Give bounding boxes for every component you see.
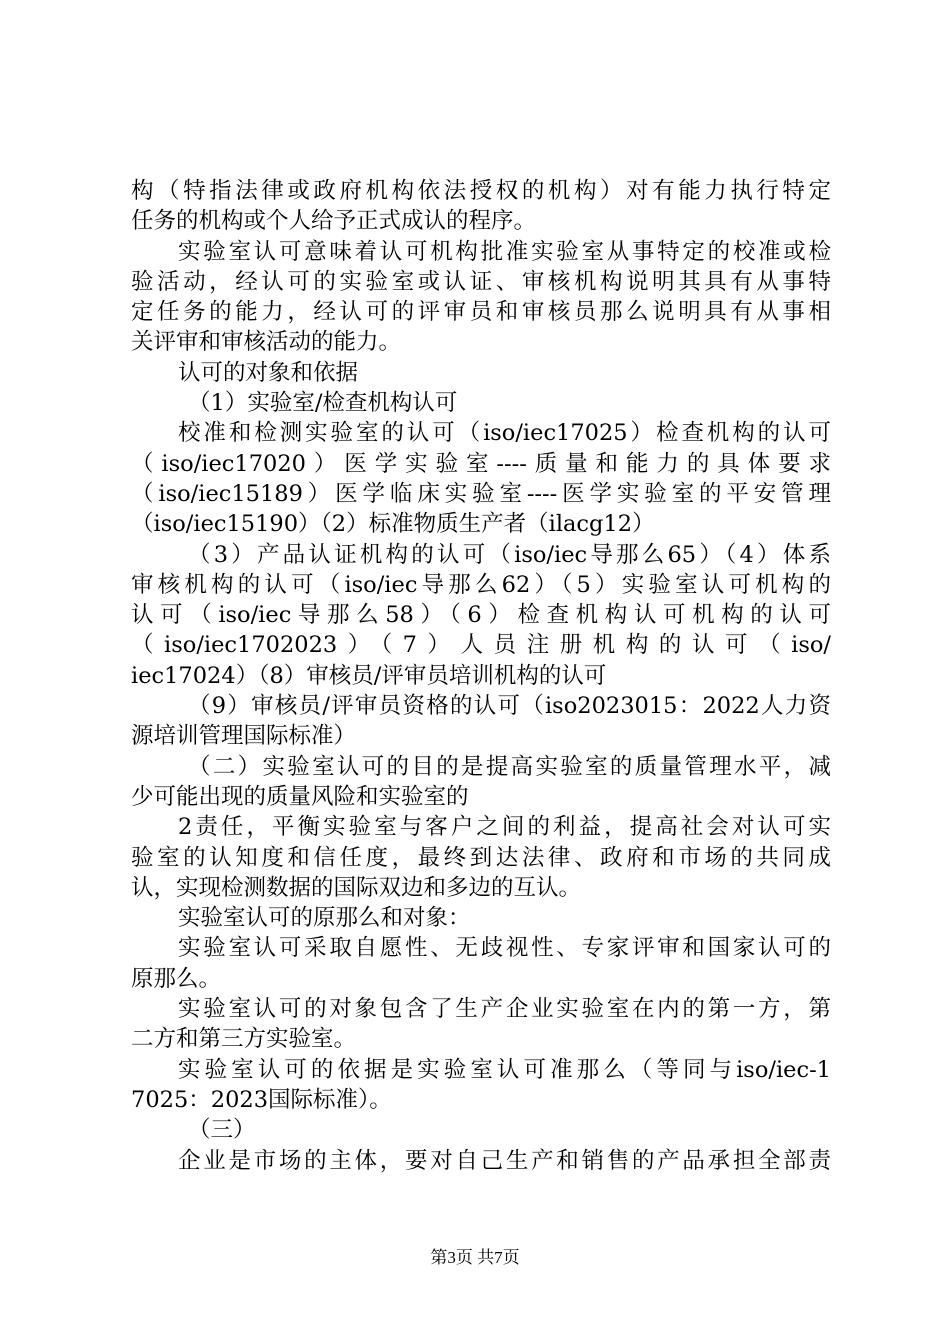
- text-line: 实验室认可意味着认可机构批准实验室从事特定的校准或检: [178, 238, 831, 265]
- document-body: [131, 176, 831, 1176]
- text-line: 实验室认可采取自愿性、无歧视性、专家评审和国家认可的: [178, 935, 831, 962]
- text-line: 源培训管理国际标准）: [131, 723, 357, 750]
- text-line: （3）产品认证机构的认可（iso/iec导那么65）（4）体系: [188, 541, 831, 568]
- page-number-footer: 第3页 共7页: [430, 1248, 520, 1267]
- text-line: 认可（iso/iec导那么58）（6）检查机构认可机构的认可: [131, 602, 831, 629]
- text-line: 少可能出现的质量风险和实验室的: [131, 783, 469, 810]
- text-line: 定任务的能力，经认可的评审员和审核员那么说明具有从事相: [131, 299, 831, 326]
- text-line: 验活动，经认可的实验室或认证、审核机构说明其具有从事特: [131, 268, 831, 295]
- text-line: （9）审核员/评审员资格的认可（iso2023015：2022人力资: [188, 693, 831, 720]
- text-line: 验室的认知度和信任度，最终到达法律、政府和市场的共同成: [131, 844, 831, 871]
- text-line: 校准和检测实验室的认可（iso/iec17025）检查机构的认可: [178, 420, 831, 447]
- text-line: 7025：2023国际标准）。: [131, 1086, 392, 1113]
- section-heading: 认可的对象和依据: [178, 359, 359, 386]
- text-line: 二方和第三方实验室。: [131, 1026, 357, 1053]
- text-line: 2责任，平衡实验室与客户之间的利益，提高社会对认可实: [178, 814, 831, 841]
- text-line: 实验室认可的对象包含了生产企业实验室在内的第一方，第: [178, 996, 831, 1023]
- text-line: （1）实验室/检查机构认可: [188, 390, 458, 417]
- text-line: （iso/iec15189）医学临床实验室----医学实验室的平安管理: [131, 480, 831, 507]
- text-line: 关评审和审核活动的能力。: [131, 329, 402, 356]
- text-line: （iso/iec15190）（2）标准物质生产者（ilacg12）: [131, 511, 655, 538]
- text-line: 实验室认可的依据是实验室认可准那么（等同与iso/iec-1: [178, 1056, 831, 1083]
- text-line: （二）实验室认可的目的是提高实验室的质量管理水平，减: [188, 753, 831, 780]
- text-line: 原那么。: [131, 965, 222, 992]
- text-line: iec17024）（8）审核员/评审员培训机构的认可: [131, 662, 607, 689]
- text-line: 认，实现检测数据的国际双边和多边的互认。: [131, 874, 582, 901]
- text-line: （iso/iec1702023）（7）人员注册机构的认可（iso/: [131, 632, 831, 659]
- text-line: 企业是市场的主体，要对自己生产和销售的产品承担全部责: [178, 1147, 831, 1174]
- text-line: 构（特指法律或政府机构依法授权的机构）对有能力执行特定: [131, 178, 831, 204]
- section-heading: 实验室认可的原那么和对象：: [178, 905, 471, 932]
- text-line: 审核机构的认可（iso/iec导那么62）（5）实验室认可机构的: [131, 571, 831, 598]
- text-line: 任务的机构或个人给予正式成认的程序。: [131, 208, 537, 235]
- text-line: （iso/iec17020）医学实验室----质量和能力的具体要求: [131, 450, 831, 477]
- section-heading: （三）: [188, 1117, 256, 1144]
